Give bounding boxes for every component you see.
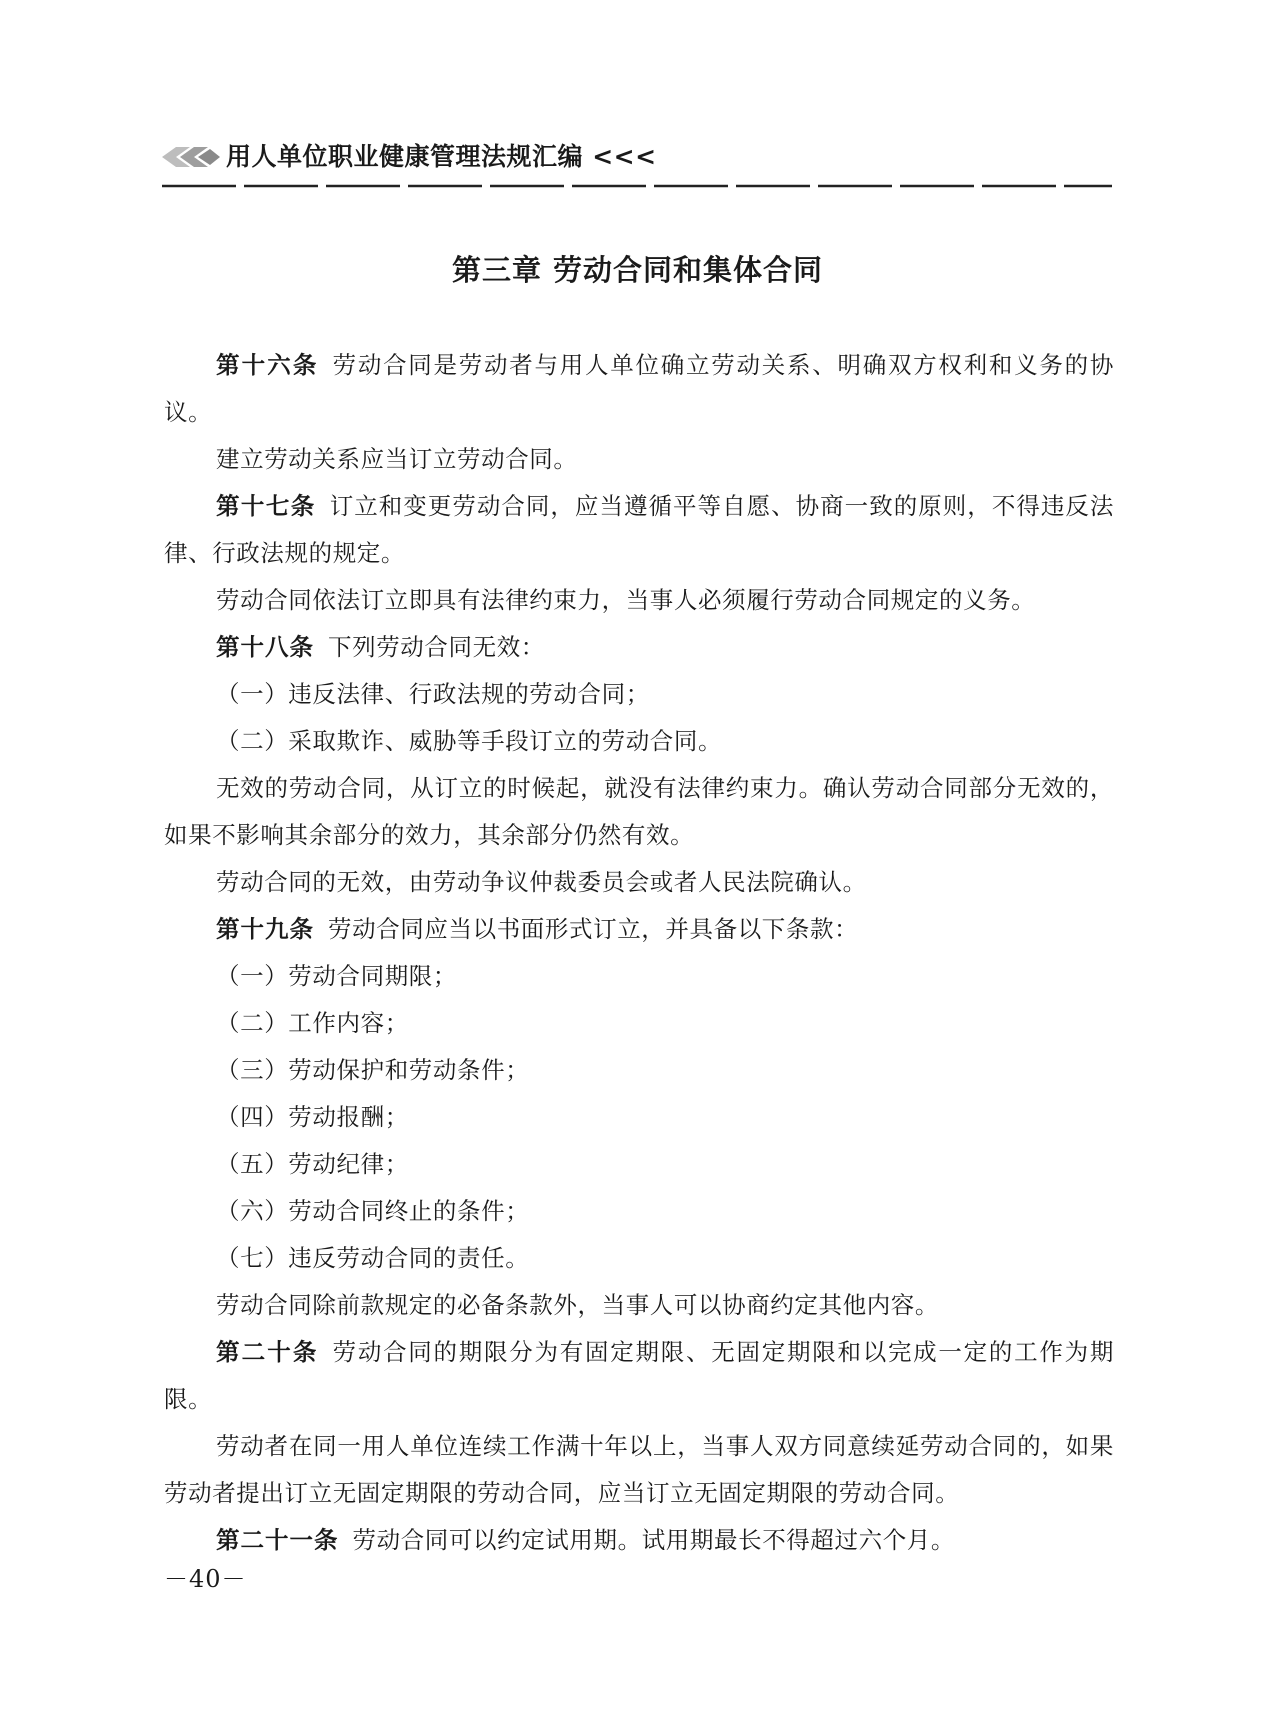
paragraph-text: （一）劳动合同期限；	[216, 962, 457, 990]
paragraph	[164, 342, 1114, 436]
paragraph-text: 订立和变更劳动合同，应当遵循平等自愿、协商一致的原则，不得违反法律、行政法规的规定。	[164, 492, 1115, 567]
article-number: 第二十一条	[216, 1526, 339, 1554]
page-number: －40－	[164, 1565, 247, 1593]
paragraph-text: （一）违反法律、行政法规的劳动合同；	[216, 680, 650, 708]
paragraph	[164, 1517, 1114, 1564]
paragraph	[164, 624, 1114, 671]
paragraph	[164, 671, 1114, 718]
paragraph-text: 劳动者在同一用人单位连续工作满十年以上，当事人双方同意续延劳动合同的，如果劳动者提出订立无固定期限的劳动合同，应当订立无固定期限的劳动合同。	[164, 1432, 1114, 1507]
document-body	[164, 342, 1114, 1564]
header-dashed-rule	[162, 184, 1112, 188]
paragraph-text: 无效的劳动合同，从订立的时候起，就没有法律约束力。确认劳动合同部分无效的，如果不影响其余部分的效力，其余部分仍然有效。	[164, 774, 1114, 849]
paragraph	[164, 1423, 1114, 1517]
article-number: 第二十条	[216, 1338, 319, 1366]
paragraph	[164, 1235, 1114, 1282]
paragraph-text: 劳动合同依法订立即具有法律约束力，当事人必须履行劳动合同规定的义务。	[216, 586, 1036, 614]
paragraph-text: 劳动合同应当以书面形式订立，并具备以下条款：	[328, 915, 859, 943]
paragraph-text: （七）违反劳动合同的责任。	[216, 1244, 530, 1272]
paragraph	[164, 577, 1114, 624]
paragraph	[164, 483, 1114, 577]
paragraph-text: 劳动合同的无效，由劳动争议仲裁委员会或者人民法院确认。	[216, 868, 867, 896]
paragraph	[164, 1329, 1114, 1423]
paragraph-text: （四）劳动报酬；	[216, 1103, 409, 1131]
paragraph	[164, 436, 1114, 483]
double-arrow-icon	[162, 144, 222, 170]
article-number: 第十八条	[216, 633, 314, 661]
paragraph	[164, 1000, 1114, 1047]
article-number: 第十九条	[216, 915, 314, 943]
paragraph-text: 劳动合同除前款规定的必备条款外，当事人可以协商约定其他内容。	[216, 1291, 939, 1319]
paragraph-text: （六）劳动合同终止的条件；	[216, 1197, 530, 1225]
paragraph-text: 劳动合同是劳动者与用人单位确立劳动关系、明确双方权利和义务的协议。	[164, 351, 1114, 426]
paragraph-text: （五）劳动纪律；	[216, 1150, 409, 1178]
paragraph-text: 下列劳动合同无效：	[328, 633, 545, 661]
paragraph-text: （二）采取欺诈、威胁等手段订立的劳动合同。	[216, 727, 723, 755]
paragraph	[164, 1141, 1114, 1188]
header-title	[226, 140, 657, 174]
paragraph	[164, 1188, 1114, 1235]
running-header	[162, 140, 1112, 190]
paragraph	[164, 1282, 1114, 1329]
article-number: 第十六条	[216, 351, 319, 379]
paragraph	[164, 953, 1114, 1000]
header-suffix: <<<	[592, 142, 657, 171]
paragraph-text: （三）劳动保护和劳动条件；	[216, 1056, 530, 1084]
paragraph-text: （二）工作内容；	[216, 1009, 409, 1037]
paragraph	[164, 1047, 1114, 1094]
article-number: 第十七条	[216, 492, 316, 520]
paragraph	[164, 718, 1114, 765]
paragraph-text: 建立劳动关系应当订立劳动合同。	[216, 445, 578, 473]
paragraph-text: 劳动合同可以约定试用期。试用期最长不得超过六个月。	[352, 1526, 955, 1554]
paragraph	[164, 906, 1114, 953]
paragraph-text: 劳动合同的期限分为有固定期限、无固定期限和以完成一定的工作为期限。	[164, 1338, 1114, 1413]
header-title-text: 用人单位职业健康管理法规汇编	[226, 142, 584, 171]
paragraph	[164, 859, 1114, 906]
chapter-title: 第三章 劳动合同和集体合同	[451, 253, 824, 287]
paragraph	[164, 1094, 1114, 1141]
paragraph	[164, 765, 1114, 859]
